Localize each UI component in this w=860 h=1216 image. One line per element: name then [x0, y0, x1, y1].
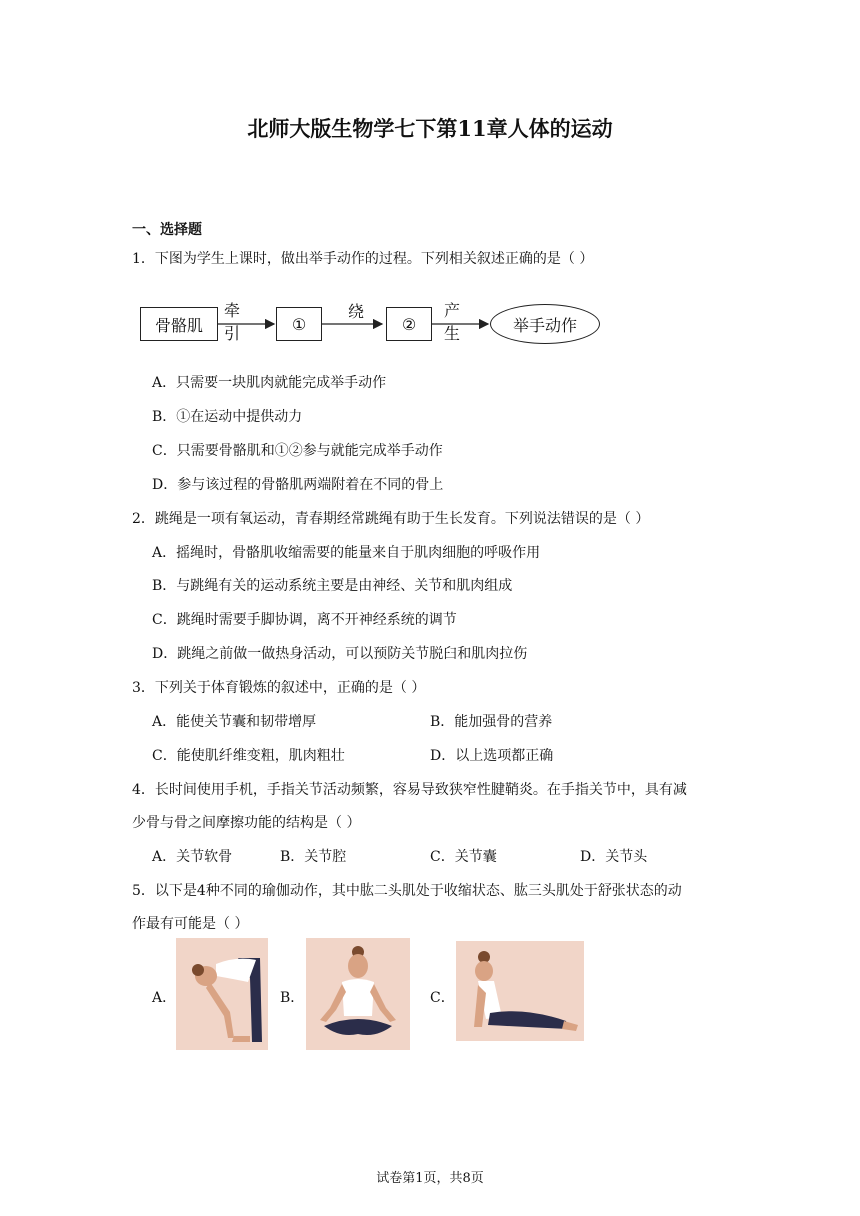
q5-label-c: C． [430, 990, 455, 1006]
question-4-stem-line1: 4．长时间使用手机，手指关节活动频繁，容易导致狭窄性腱鞘炎。在手指关节中，具有减 [132, 782, 687, 798]
page-footer: 试卷第1页，共8页 [376, 1171, 484, 1186]
q1-option-a: A．只需要一块肌肉就能完成举手动作 [152, 375, 387, 391]
q3-option-b: B．能加强骨的营养 [430, 714, 553, 730]
q1-option-b: B．①在运动中提供动力 [152, 409, 303, 425]
yoga-forward-bend-image [176, 938, 268, 1050]
flow-label-produce: 产生 [444, 301, 461, 343]
question-1-stem: 1．下图为学生上课时，做出举手动作的过程。下列相关叙述正确的是（ ） [132, 251, 594, 267]
page-title: 北师大版生物学七下第11章人体的运动 [247, 116, 613, 141]
question-4-stem-line2: 少骨与骨之间摩擦功能的结构是（ ） [132, 815, 361, 831]
flow-label-around: 绕 [348, 302, 365, 321]
q4-option-c: C．关节囊 [430, 849, 497, 865]
q5-label-a: A． [152, 990, 177, 1006]
q3-option-a: A．能使关节囊和韧带增厚 [152, 714, 317, 730]
q4-option-a: A．关节软骨 [152, 849, 233, 865]
flow-ellipse-raise-hand: 举手动作 [490, 304, 600, 344]
question-3-stem: 3．下列关于体育锻炼的叙述中，正确的是（ ） [132, 680, 426, 696]
question-5-stem-line2: 作最有可能是（ ） [132, 916, 249, 932]
q2-option-b: B．与跳绳有关的运动系统主要是由神经、关节和肌肉组成 [152, 578, 513, 594]
yoga-lotus-pose-image [306, 938, 410, 1050]
flow-box-1: ① [276, 307, 322, 341]
flow-label-pull: 牵引 [224, 301, 241, 343]
flow-box-2: ② [386, 307, 432, 341]
q1-option-c: C．只需要骨骼肌和①②参与就能完成举手动作 [152, 443, 443, 459]
q5-label-b: B． [280, 990, 305, 1006]
q3-option-d: D．以上选项都正确 [430, 748, 554, 764]
question-5-stem-line1: 5．以下是4种不同的瑜伽动作，其中肱二头肌处于收缩状态、肱三头肌处于舒张状态的动 [132, 883, 682, 899]
q2-option-c: C．跳绳时需要手脚协调，离不开神经系统的调节 [152, 612, 457, 628]
section-heading: 一、选择题 [132, 222, 202, 238]
q3-option-c: C．能使肌纤维变粗，肌肉粗壮 [152, 748, 345, 764]
q4-option-d: D．关节头 [580, 849, 648, 865]
yoga-cobra-pose-image [456, 941, 584, 1041]
q4-option-b: B．关节腔 [280, 849, 347, 865]
flow-box-skeletal-muscle: 骨骼肌 [140, 307, 218, 341]
q1-option-d: D．参与该过程的骨骼肌两端附着在不同的骨上 [152, 477, 444, 493]
q2-option-d: D．跳绳之前做一做热身活动，可以预防关节脱臼和肌肉拉伤 [152, 646, 528, 662]
q2-option-a: A．摇绳时，骨骼肌收缩需要的能量来自于肌肉细胞的呼吸作用 [152, 545, 541, 561]
question-2-stem: 2．跳绳是一项有氧运动，青春期经常跳绳有助于生长发育。下列说法错误的是（ ） [132, 511, 650, 527]
